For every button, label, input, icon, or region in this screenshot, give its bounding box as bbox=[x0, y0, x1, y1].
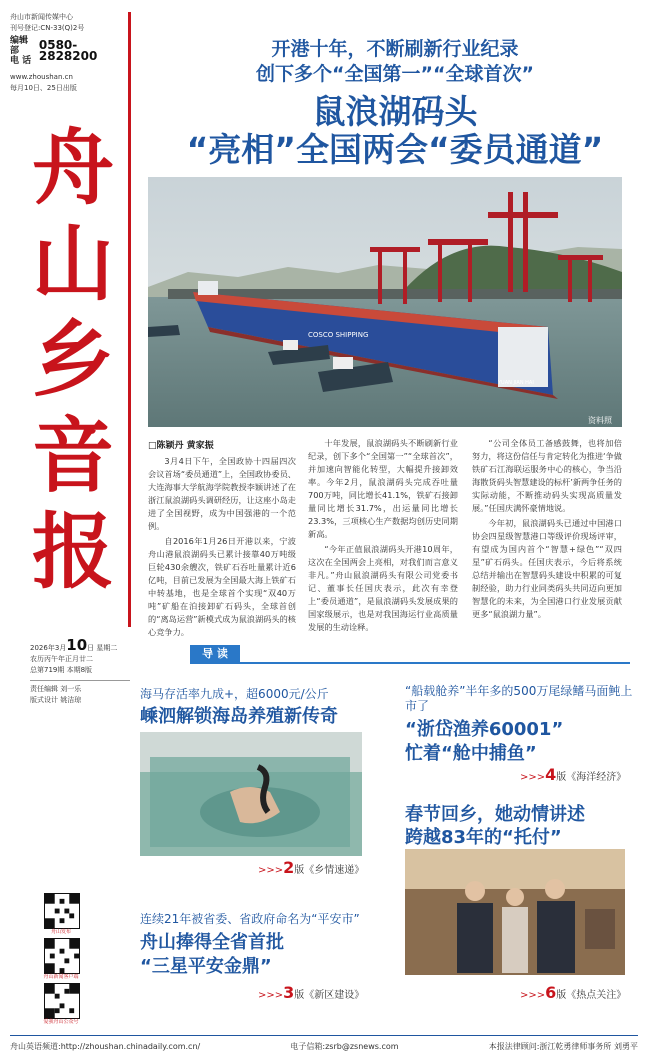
guide-item-3-title-1[interactable]: 春节回乡，她动情讲述 bbox=[405, 804, 585, 825]
guide-underline bbox=[190, 662, 630, 664]
designer: 版式设计 姚洁琼 bbox=[30, 696, 82, 704]
label-editorial: 编辑部 bbox=[10, 36, 29, 56]
phone-row bbox=[10, 36, 128, 66]
title-char: 舟 bbox=[31, 120, 114, 216]
title-char: 乡 bbox=[31, 312, 114, 408]
guide-label: 导 读 bbox=[190, 645, 240, 663]
website: www.zhoushan.cn bbox=[10, 73, 73, 81]
arrow-icon: >>> bbox=[520, 772, 546, 783]
lunar-date: 农历丙午年正月廿二 bbox=[30, 655, 93, 663]
publisher-line: 舟山市新闻传媒中心 bbox=[10, 13, 73, 21]
qr-pattern-icon bbox=[45, 894, 79, 928]
guide-item-4-sub: 连续21年被省委、省政府命名为“平安市” bbox=[140, 912, 360, 926]
title-char: 报 bbox=[31, 504, 114, 600]
masthead-info bbox=[10, 12, 128, 94]
ship-stern-name: YUAN JIAN HAI bbox=[498, 380, 534, 386]
guide-item-2-title-1[interactable]: “浙岱渔养60001” bbox=[405, 719, 564, 740]
guide-item-2-title-2[interactable]: 忙着“舱中捕鱼” bbox=[405, 743, 537, 764]
guide-item-3-title-2[interactable]: 跨越83年的“托付” bbox=[405, 827, 562, 848]
page-section: 版《新区建设》 bbox=[294, 990, 365, 1001]
people-photo bbox=[405, 849, 625, 975]
qr-label-1: 舟山发布 bbox=[50, 929, 71, 935]
seahorse-illustration bbox=[140, 732, 362, 856]
paragraph: 自2016年1月26日开港以来，宁波舟山港鼠浪湖码头已累计接靠40万吨级巨轮430余艘次，铁矿石吞吐量累计近6亿吨，目前已发展为全国最大海上铁矿石中转基地，也是全球首个实现“双40万吨”矿船在泊接卸矿石码头，全球首创的“离岛运营”新模式成为鼠浪湖码头的核心竞争力。 bbox=[148, 536, 296, 637]
port-ship-illustration bbox=[148, 177, 622, 427]
paragraph: 十年发展，鼠浪湖码头不断刷新行业纪录，创下多个“全国第一”“全球首次”，并加速向智能化转型，大幅提升接卸效率。今年2月，鼠浪湖码头完成吞吐量700万吨，同比增长41.1%，铁矿石接卸量同比增长31.7%，出运量同比增长23.3%，三项核心生产数据均创历史同期新高。 bbox=[308, 438, 458, 539]
page-section: 版《热点关注》 bbox=[556, 990, 627, 1001]
qr-pattern-icon bbox=[45, 984, 79, 1018]
title-char: 山 bbox=[31, 216, 114, 312]
photo-credit: 资料照 bbox=[588, 416, 612, 425]
guide-item-2-sub: “船载舱养”半年多的500万尾绿鳍马面鲀上市了 bbox=[405, 684, 633, 713]
label-phone: 电 话 bbox=[10, 56, 32, 66]
byline: □陈颖丹 黄家振 bbox=[148, 441, 214, 451]
qr-label-3: 爱我舟山公众号 bbox=[43, 1019, 79, 1025]
guide-item-4-title-2[interactable]: “三星平安金鼎” bbox=[140, 956, 272, 977]
lead-headline-2: “亮相”全国两会“委员通道” bbox=[186, 130, 604, 169]
seahorse-photo bbox=[140, 732, 362, 856]
guide-item-1-pageref[interactable] bbox=[258, 858, 364, 877]
lead-kicker-2: 创下多个“全国第一”“全球首次” bbox=[256, 63, 534, 85]
phone-number: 0580-2828200 bbox=[38, 38, 98, 63]
guide-item-4-pageref[interactable] bbox=[258, 983, 364, 1002]
title-char: 音 bbox=[31, 408, 114, 504]
arrow-icon: >>> bbox=[258, 865, 284, 876]
article-column-2 bbox=[308, 437, 458, 636]
article-column-3 bbox=[472, 437, 622, 623]
paragraph: 3月4日下午，全国政协十四届四次会议首场“委员通道”上，全国政协委员、大连海事大学航海学院教授李颖讲述了在浙江鼠浪湖码头调研经历，让这座小岛走进了全国视野，成为中国强港的一个范例。 bbox=[148, 456, 296, 531]
guide-item-1-title[interactable]: 嵊泗解锁海岛养殖新传奇 bbox=[140, 706, 338, 727]
schedule: 每月10日、25日出版 bbox=[10, 84, 77, 92]
page-number: 6 bbox=[545, 983, 557, 1002]
arrow-icon: >>> bbox=[520, 990, 546, 1001]
guide-item-3-pageref[interactable] bbox=[520, 983, 626, 1002]
date-suffix: 日 星期二 bbox=[87, 644, 118, 652]
date-prefix: 2026年3月 bbox=[30, 644, 67, 652]
issue-number: 总第719期 本期8版 bbox=[30, 666, 93, 674]
lead-headline-1: 鼠浪湖码头 bbox=[312, 92, 478, 131]
ship-name: COSCO SHIPPING bbox=[308, 331, 369, 339]
article-column-1 bbox=[148, 455, 296, 641]
page-section: 版《乡情速递》 bbox=[294, 865, 365, 876]
paragraph: “今年正值鼠浪湖码头开港10周年，这次在全国两会上亮相，对我们而言意义非凡。”舟山鼠浪湖码头有限公司党委书记、董事长任国庆表示，此次有幸登上“委员通道”，是鼠浪湖码头发展成果的国家级展示，也是对我国海运行业高质量发展的生动诠释。 bbox=[308, 544, 458, 632]
date-block bbox=[30, 636, 130, 706]
page-number: 2 bbox=[283, 858, 295, 877]
lead-photo bbox=[148, 177, 622, 427]
red-divider bbox=[128, 12, 131, 627]
paragraph: 今年初，鼠浪湖码头已通过中国港口协会四星级智慧港口等级评价现场评审，有望成为国内首个“智慧+绿色”“双四星”矿石码头。任国庆表示，今后将系统总结并输出在智慧码头建设中积累的可复制经验，助力行业同类码头共同迈向更加智慧化的未来，为全国港口行业发展贡献更多“鼠浪湖力量”。 bbox=[472, 518, 622, 619]
qr-code-icon[interactable] bbox=[44, 938, 80, 974]
page-section: 版《海洋经济》 bbox=[556, 772, 627, 783]
date-day: 10 bbox=[66, 636, 88, 654]
guide-item-2-pageref[interactable] bbox=[520, 765, 626, 784]
qr-pattern-icon bbox=[45, 939, 79, 973]
footer bbox=[10, 1041, 638, 1052]
footer-legal-advisor: 本报法律顾问:浙江乾勇律师事务所 刘勇平 bbox=[488, 1042, 638, 1051]
footer-email[interactable]: 电子信箱:zsrb@zsnews.com bbox=[290, 1042, 399, 1051]
qr-code-icon[interactable] bbox=[44, 893, 80, 929]
paragraph: “公司全体员工备感鼓舞，也将加倍努力，将这份信任与肯定转化为推进‘争做铁矿石江海联运服务中心的核心，争当沿海散货码头智慧建设的标杆’新两争任务的实际动能，不断推动码头实现高质量发展。”任国庆满怀豪情地说。 bbox=[472, 438, 622, 513]
footer-divider bbox=[10, 1035, 638, 1036]
registration-line: 刊号登记:CN-33(Q)2号 bbox=[10, 24, 85, 32]
qr-code-icon[interactable] bbox=[44, 983, 80, 1019]
guide-item-4-title-1[interactable]: 舟山捧得全省首批 bbox=[140, 932, 284, 953]
date-line bbox=[30, 636, 130, 654]
phone-labels bbox=[10, 36, 35, 66]
footer-english-channel[interactable]: 舟山英语频道:http://zhoushan.chinadaily.com.cn/ bbox=[10, 1042, 201, 1051]
page-number: 4 bbox=[545, 765, 557, 784]
arrow-icon: >>> bbox=[258, 990, 284, 1001]
guide-item-1-sub: 海马存活率九成+，超6000元/公斤 bbox=[140, 687, 329, 701]
lead-kicker-1: 开港十年，不断刷新行业纪录 bbox=[271, 38, 519, 60]
newspaper-title bbox=[18, 120, 128, 600]
people-illustration bbox=[405, 849, 625, 975]
page-number: 3 bbox=[283, 983, 295, 1002]
editor: 责任编辑 刘一乐 bbox=[30, 685, 82, 693]
qr-label-2: 舟山新闻客户端 bbox=[43, 974, 79, 980]
